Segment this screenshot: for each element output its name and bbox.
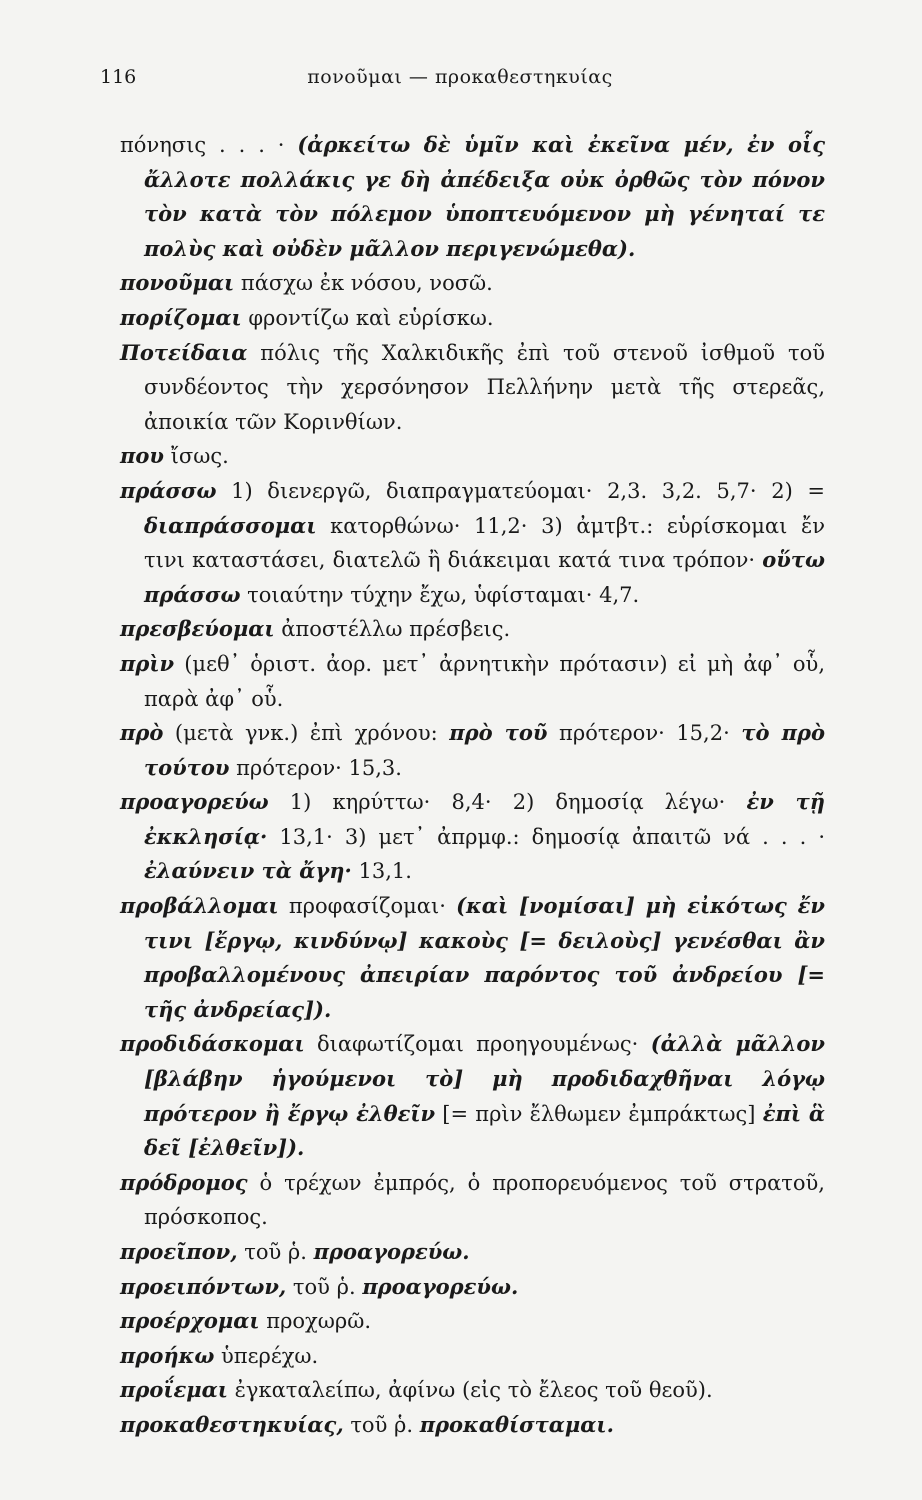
entry-proeiponton: προειπόντων, τοῦ ῥ. προαγορεύω. xyxy=(120,1273,519,1299)
entry-proagoreuo: προαγορεύω 1) κηρύττω· 8,4· 2) δημοσίᾳ λέγω· ἐν τῇ ἐκκλησίᾳ· 13,1· 3) μετ᾽ ἀπρμφ.: δημοσίᾳ ἀπαιτῶ νά . . . · ἐλαύνειν τὰ ἄγη· 13,1. xyxy=(120,789,825,884)
headword: προκαθεστηκυίας, xyxy=(120,1411,344,1437)
entry-proiemai xyxy=(120,1373,825,1408)
headword: προδιδάσκομαι xyxy=(120,1031,305,1057)
definition: ἴσως. xyxy=(163,444,229,469)
page-number: 116 xyxy=(100,66,137,88)
headword: που xyxy=(120,443,164,469)
headword: πρὸ xyxy=(120,720,164,746)
cross-reference: προαγορεύω. xyxy=(362,1273,519,1299)
definition: ὑπερέχω. xyxy=(214,1343,319,1368)
headword: πονοῦμαι xyxy=(120,270,235,296)
entry-prodromos xyxy=(120,1166,825,1235)
cross-reference: προκαθίσταμαι. xyxy=(419,1411,614,1437)
entry-proeko xyxy=(120,1339,825,1374)
definition: (μεθ᾽ ὁριστ. ἀορ. μετ᾽ ἀρνητικὴν πρότασιν) εἰ μὴ ἀφ᾽ οὗ, παρὰ ἀφ᾽ οὗ. xyxy=(144,651,825,711)
quote: (καὶ [νομίσαι] μὴ εἰκότως ἔν τινι [ἔργῳ, κινδύνῳ] κακοὺς [= δειλοὺς] γενέσθαι ἂν προβαλλομένους ἀπειρίαν παρόντος τοῦ ἀνδρείου [= τῆς ἀνδρείας]). xyxy=(144,893,826,1022)
entry-proeipon: προεῖπον, τοῦ ῥ. προαγορεύω. xyxy=(120,1239,470,1264)
headword: προΐεμαι xyxy=(120,1377,228,1403)
definition: προχωρῶ. xyxy=(259,1309,372,1334)
headword: προεῖπον, xyxy=(120,1239,238,1264)
entry-prodidaskomai: προδιδάσκομαι διαφωτίζομαι προηγουμένως· (ἀλλὰ μᾶλλον [βλάβην ἡγούμενοι τὸ] μὴ προδιδαχθῆναι λόγῳ πρότερον ἢ ἔργῳ ἐλθεῖν [= πρὶν ἔλθωμεν ἐμπράκτως] ἐπὶ ἃ δεῖ [ἐλθεῖν]). xyxy=(120,1031,825,1161)
headword: πρεσβεύομαι xyxy=(120,616,275,642)
cross-reference: προαγορεύω. xyxy=(313,1239,470,1264)
headword: προειπόντων, xyxy=(120,1273,287,1299)
definition: πόλις τῆς Χαλκιδικῆς ἐπὶ τοῦ στενοῦ ἰσθμοῦ τοῦ συνδέοντος τὴν χερσόνησον Πελλήνην μετὰ τῆς στερεᾶς, ἀποικία τῶν Κορινθίων. xyxy=(144,340,825,434)
entry-prokathestekuias: προκαθεστηκυίας, τοῦ ῥ. προκαθίσταμαι. xyxy=(120,1411,614,1437)
headword: πρὶν xyxy=(120,650,175,676)
glossary-body xyxy=(120,128,825,1443)
entry-ponoumai xyxy=(120,266,825,301)
entry-presbeuomai xyxy=(120,612,825,647)
entry-ponesis: πόνησις . . . · (ἀρκείτω δὲ ὑμῖν καὶ ἐκεῖνα μέν, ἐν οἷς ἄλλοτε πολλάκις γε δὴ ἀπέδειξα οὐκ ὀρθῶς τὸν πόνον τὸν κατὰ τὸν πόλεμον ὑποπτευόμενον μὴ γένηταί τε πολὺς καὶ οὐδὲν μᾶλλον περιγενώμεθα). xyxy=(120,132,825,261)
definition: ἀποστέλλω πρέσβεις. xyxy=(274,617,511,642)
headword: προέρχομαι xyxy=(120,1308,260,1334)
headword: προβάλλομαι xyxy=(120,893,279,919)
definition: ἐγκαταλείπω, ἀφίνω (εἰς τὸ ἔλεος τοῦ θεοῦ). xyxy=(227,1378,713,1403)
entry-pou xyxy=(120,439,825,474)
entry-prasso: πράσσω 1) διενεργῶ, διαπραγματεύομαι· 2,3. 3,2. 5,7· 2) = διαπράσσομαι κατορθώνω· 11,2· 3) ἀμτβτ.: εὑρίσκομαι ἔν τινι καταστάσει, διατελῶ ἢ διάκειμαι κατά τινα τρόπον· οὕτω πράσσω τοιαύτην τύχην ἔχω, ὑφίσταμαι· 4,7. xyxy=(120,477,825,607)
entry-poteidaia xyxy=(120,336,825,440)
headword: πρόδρομος xyxy=(120,1169,248,1195)
definition: φροντίζω καὶ εὑρίσκω. xyxy=(241,305,494,330)
entry-proballomai: προβάλλομαι προφασίζομαι· (καὶ [νομίσαι] μὴ εἰκότως ἔν τινι [ἔργῳ, κινδύνῳ] κακοὺς [= δειλοὺς] γενέσθαι ἂν προβαλλομένους ἀπειρίαν παρόντος τοῦ ἀνδρείου [= τῆς ἀνδρείας]). xyxy=(120,893,826,1022)
headword: πράσσω xyxy=(120,477,217,503)
definition: πάσχω ἐκ νόσου, νοσῶ. xyxy=(234,271,493,296)
quote: (ἀρκείτω δὲ ὑμῖν καὶ ἐκεῖνα μέν, ἐν οἷς ἄλλοτε πολλάκις γε δὴ ἀπέδειξα οὐκ ὀρθῶς τὸν πόνον τὸν κατὰ τὸν πόλεμον ὑποπτευόμενον μὴ γένηταί τε πολὺς καὶ οὐδὲν μᾶλλον περιγενώμεθα). xyxy=(144,132,825,261)
page-header xyxy=(100,66,820,96)
definition: ὁ τρέχων ἐμπρός, ὁ προπορευόμενος τοῦ στρατοῦ, πρόσκοπος. xyxy=(144,1170,825,1230)
entry-prin xyxy=(120,647,825,716)
entry-pro: πρὸ (μετὰ γνκ.) ἐπὶ χρόνου: πρὸ τοῦ πρότερον· 15,2· τὸ πρὸ τούτου πρότερον· 15,3. xyxy=(120,720,825,780)
entry-proerchomai xyxy=(120,1304,825,1339)
headword: προαγορεύω xyxy=(120,789,269,815)
headword: πορίζομαι xyxy=(120,304,242,330)
headword: προήκω xyxy=(120,1342,215,1368)
entry-porizomai xyxy=(120,301,825,336)
headword: Ποτείδαια xyxy=(120,339,248,365)
running-head: πονοῦμαι — προκαθεστηκυίας xyxy=(307,66,613,88)
